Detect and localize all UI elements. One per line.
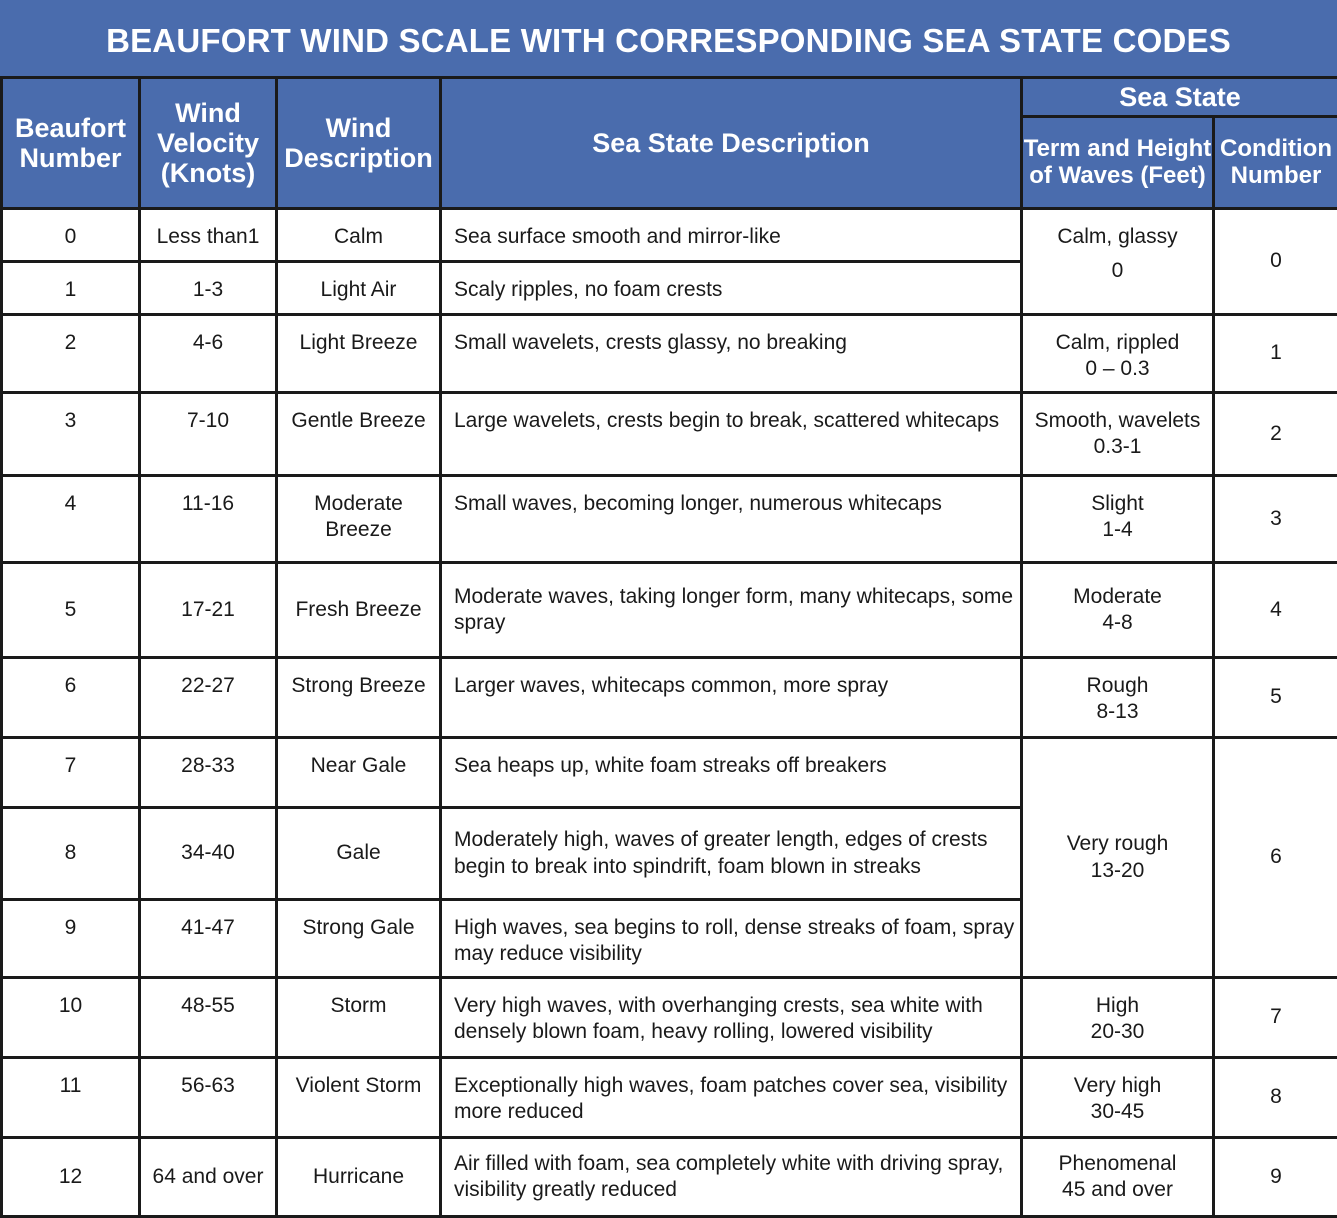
wind-description: Hurricane <box>277 1138 441 1217</box>
wind-velocity: 17-21 <box>140 563 277 658</box>
wind-description: Light Breeze <box>277 315 441 393</box>
sea-state-description: Air filled with foam, sea completely white with driving spray, visibility greatly reduced <box>441 1138 1022 1217</box>
sea-state-term-cell <box>1022 563 1214 658</box>
sea-state-description: Moderate waves, taking longer form, many whitecaps, some spray <box>441 563 1022 658</box>
table-row <box>2 1138 1337 1217</box>
table-row <box>2 476 1337 563</box>
sea-state-term: Calm, rippled <box>1027 330 1208 356</box>
sea-state-term-cell <box>1022 978 1214 1058</box>
sea-state-term: Very rough <box>1027 831 1208 857</box>
sea-state-term-cell <box>1022 1058 1214 1138</box>
wind-description: Calm <box>277 209 441 262</box>
beaufort-number: 2 <box>2 315 140 393</box>
table-row <box>2 1058 1337 1138</box>
table-row <box>2 209 1337 262</box>
beaufort-number: 11 <box>2 1058 140 1138</box>
wind-velocity: 4-6 <box>140 315 277 393</box>
sea-state-term-cell <box>1022 209 1214 315</box>
sea-state-description: Exceptionally high waves, foam patches cover sea, visibility more reduced <box>441 1058 1022 1138</box>
condition-number: 7 <box>1214 978 1337 1058</box>
wind-description: Moderate Breeze <box>277 476 441 563</box>
condition-number: 9 <box>1214 1138 1337 1217</box>
beaufort-number: 9 <box>2 900 140 978</box>
sea-state-description: Very high waves, with overhanging crests, sea white with densely blown foam, heavy rolling, lowered visibility <box>441 978 1022 1058</box>
wave-height: 45 and over <box>1027 1177 1208 1203</box>
sea-state-term-cell <box>1022 393 1214 476</box>
beaufort-number: 4 <box>2 476 140 563</box>
table-row <box>2 563 1337 658</box>
wind-description: Light Air <box>277 262 441 315</box>
sea-state-term-cell <box>1022 476 1214 563</box>
sea-state-term: Moderate <box>1027 584 1208 610</box>
condition-number: 1 <box>1214 315 1337 393</box>
header-sea-state: Sea State <box>1022 78 1337 117</box>
wave-height: 0 <box>1027 258 1208 284</box>
wind-velocity: 64 and over <box>140 1138 277 1217</box>
table-row <box>2 315 1337 393</box>
wind-description: Near Gale <box>277 738 441 808</box>
condition-number: 6 <box>1214 738 1337 978</box>
wind-description: Gale <box>277 808 441 900</box>
wind-velocity: 56-63 <box>140 1058 277 1138</box>
table-row <box>2 658 1337 738</box>
wind-description: Storm <box>277 978 441 1058</box>
sea-state-description: Scaly ripples, no foam crests <box>441 262 1022 315</box>
wind-velocity: 22-27 <box>140 658 277 738</box>
wave-height: 20-30 <box>1027 1019 1208 1045</box>
table-row <box>2 978 1337 1058</box>
sea-state-term: Very high <box>1027 1073 1208 1099</box>
sea-state-term: Rough <box>1027 673 1208 699</box>
beaufort-number: 12 <box>2 1138 140 1217</box>
wave-height: 30-45 <box>1027 1099 1208 1125</box>
sea-state-term: Calm, glassy <box>1027 224 1208 250</box>
wind-velocity: 41-47 <box>140 900 277 978</box>
table-row <box>2 393 1337 476</box>
sea-state-term: High <box>1027 993 1208 1019</box>
sea-state-description: Small waves, becoming longer, numerous whitecaps <box>441 476 1022 563</box>
sea-state-description: Moderately high, waves of greater length, edges of crests begin to break into spindrift, foam blown in streaks <box>441 808 1022 900</box>
beaufort-number: 3 <box>2 393 140 476</box>
condition-number: 0 <box>1214 209 1337 315</box>
condition-number: 2 <box>1214 393 1337 476</box>
condition-number: 5 <box>1214 658 1337 738</box>
beaufort-number: 0 <box>2 209 140 262</box>
wind-velocity: 28-33 <box>140 738 277 808</box>
wind-description: Strong Breeze <box>277 658 441 738</box>
wave-height: 0 – 0.3 <box>1027 356 1208 382</box>
header-beaufort-number: Beaufort Number <box>2 78 140 209</box>
sea-state-term: Smooth, wavelets <box>1027 408 1208 434</box>
beaufort-number: 10 <box>2 978 140 1058</box>
wind-velocity: 34-40 <box>140 808 277 900</box>
sea-state-description: High waves, sea begins to roll, dense streaks of foam, spray may reduce visibility <box>441 900 1022 978</box>
sea-state-term-cell <box>1022 658 1214 738</box>
wind-description: Gentle Breeze <box>277 393 441 476</box>
sea-state-description: Sea heaps up, white foam streaks off breakers <box>441 738 1022 808</box>
beaufort-number: 1 <box>2 262 140 315</box>
wind-description: Strong Gale <box>277 900 441 978</box>
header-wind-velocity: Wind Velocity (Knots) <box>140 78 277 209</box>
header-term-height: Term and Height of Waves (Feet) <box>1022 117 1214 209</box>
table-row <box>2 738 1337 808</box>
header-wind-description: Wind Description <box>277 78 441 209</box>
wind-velocity: 1-3 <box>140 262 277 315</box>
sea-state-term: Phenomenal <box>1027 1151 1208 1177</box>
table-title: BEAUFORT WIND SCALE WITH CORRESPONDING SEA STATE CODES <box>0 0 1337 76</box>
sea-state-term-cell <box>1022 1138 1214 1217</box>
sea-state-description: Sea surface smooth and mirror-like <box>441 209 1022 262</box>
beaufort-number: 8 <box>2 808 140 900</box>
wave-height: 1-4 <box>1027 517 1208 543</box>
wind-velocity: 7-10 <box>140 393 277 476</box>
sea-state-term-cell <box>1022 738 1214 978</box>
wind-velocity: 48-55 <box>140 978 277 1058</box>
beaufort-table <box>0 76 1337 1218</box>
sea-state-term: Slight <box>1027 491 1208 517</box>
wave-height: 0.3-1 <box>1027 434 1208 460</box>
wave-height: 4-8 <box>1027 610 1208 636</box>
sea-state-term-cell <box>1022 315 1214 393</box>
wind-velocity: 11-16 <box>140 476 277 563</box>
sea-state-description: Small wavelets, crests glassy, no breaking <box>441 315 1022 393</box>
beaufort-number: 7 <box>2 738 140 808</box>
wind-description: Fresh Breeze <box>277 563 441 658</box>
condition-number: 8 <box>1214 1058 1337 1138</box>
sea-state-description: Larger waves, whitecaps common, more spray <box>441 658 1022 738</box>
beaufort-number: 5 <box>2 563 140 658</box>
sea-state-description: Large wavelets, crests begin to break, scattered whitecaps <box>441 393 1022 476</box>
header-condition-number: Condition Number <box>1214 117 1337 209</box>
wind-velocity: Less than1 <box>140 209 277 262</box>
wave-height: 13-20 <box>1027 858 1208 884</box>
wave-height: 8-13 <box>1027 699 1208 725</box>
condition-number: 4 <box>1214 563 1337 658</box>
beaufort-number: 6 <box>2 658 140 738</box>
wind-description: Violent Storm <box>277 1058 441 1138</box>
header-sea-state-description: Sea State Description <box>441 78 1022 209</box>
condition-number: 3 <box>1214 476 1337 563</box>
